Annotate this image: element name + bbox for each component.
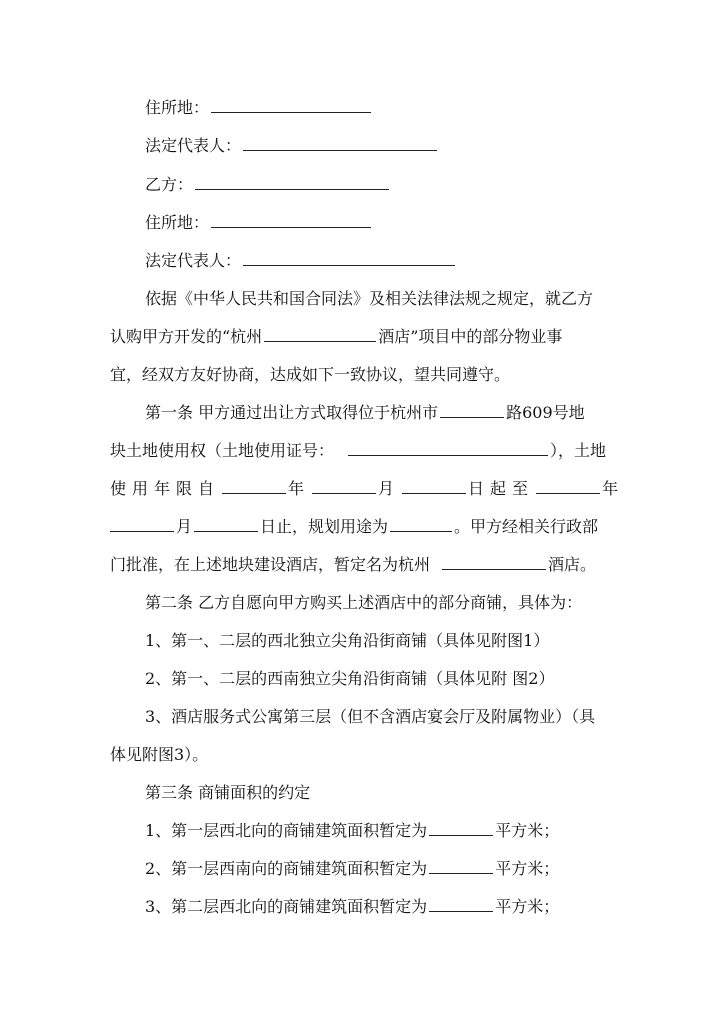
article2-title: 第二条 乙方自愿向甲方购买上述酒店中的部分商铺，具体为： <box>145 593 583 612</box>
article2-item-2: 2、第一、二层的西南独立尖角沿街商铺（具体见附 图2） <box>145 669 555 688</box>
article1-line-3 <box>0 476 720 502</box>
text-segment: 2、第一层西南向的商铺建筑面积暂定为 <box>145 859 428 878</box>
text-segment: 平方米； <box>495 821 560 840</box>
text-segment: 认购甲方开发的“杭州 <box>110 327 263 346</box>
article3-item-3 <box>0 894 720 920</box>
representative-line-1 <box>0 133 720 159</box>
address-blank <box>211 95 371 113</box>
text-segment: 月 <box>176 517 193 536</box>
party-b-blank <box>195 172 389 190</box>
address-line-1 <box>0 95 720 121</box>
text-segment: 酒店”项目中的部分物业事 <box>378 327 563 346</box>
representative-line-2 <box>0 248 720 274</box>
text-segment: 块土地使用权（土地使用证号： <box>110 441 335 460</box>
article1-line-4 <box>0 514 720 540</box>
text-segment: 门批准，在上述地块建设酒店，暂定名为杭州 <box>110 555 431 574</box>
text-segment: 平方米； <box>495 859 560 878</box>
usage-blank <box>390 514 452 532</box>
party-b-label: 乙方： <box>145 175 194 194</box>
certificate-number-blank <box>348 438 548 456</box>
article1-line-5 <box>0 552 720 578</box>
area-blank <box>429 818 493 836</box>
article2-item-3-line-2: 体见附图3）。 <box>110 745 209 764</box>
article2-item-1: 1、第一、二层的西北独立尖角沿街商铺（具体见附图1） <box>145 631 550 650</box>
article2-item-3-line-1: 3、酒店服务式公寓第三层（但不含酒店宴会厅及附属物业）（具 <box>145 707 596 726</box>
month-blank <box>312 476 376 494</box>
article1-line-1 <box>0 400 720 426</box>
article3-item-1 <box>0 818 720 844</box>
text-segment: 第一条 甲方通过出让方式取得位于杭州市 <box>145 403 439 422</box>
year-blank <box>222 476 286 494</box>
preamble-line-2 <box>0 324 720 350</box>
text-segment: 平方米； <box>495 897 560 916</box>
party-b-line <box>0 172 720 198</box>
address-blank <box>211 210 371 228</box>
road-blank <box>440 400 504 418</box>
preamble-line-1: 依据《中华人民共和国合同法》及相关法律法规之规定，就乙方 <box>145 289 594 308</box>
area-blank <box>429 894 493 912</box>
text-segment: ），土地 <box>550 441 607 460</box>
representative-label: 法定代表人： <box>145 251 242 270</box>
address-line-2 <box>0 210 720 236</box>
representative-blank <box>243 248 455 266</box>
article3-item-2 <box>0 856 720 882</box>
year-blank <box>536 476 600 494</box>
text-segment: 年 <box>602 479 619 498</box>
preamble-line-3: 宜，经双方友好协商，达成如下一致协议，望共同遵守。 <box>110 365 511 384</box>
address-label: 住所地： <box>145 98 210 117</box>
text-segment: 。甲方经相关行政部 <box>454 517 599 536</box>
text-segment: 使用年限自 <box>110 479 221 498</box>
text-segment: 月 <box>378 479 401 498</box>
text-segment: 1、第一层西北向的商铺建筑面积暂定为 <box>145 821 428 840</box>
text-segment: 路609号地 <box>506 403 585 422</box>
text-segment: 日止，规划用途为 <box>260 517 389 536</box>
text-segment: 年 <box>288 479 311 498</box>
area-blank <box>429 856 493 874</box>
day-blank <box>194 514 258 532</box>
hotel-name-blank <box>264 324 376 342</box>
representative-label: 法定代表人： <box>145 136 242 155</box>
text-segment: 3、第二层西北向的商铺建筑面积暂定为 <box>145 897 428 916</box>
text-segment: 日起至 <box>468 479 535 498</box>
text-segment: 酒店。 <box>548 555 597 574</box>
day-blank <box>402 476 466 494</box>
article1-line-2 <box>0 438 720 464</box>
hotel-name-blank <box>442 552 546 570</box>
representative-blank <box>243 133 437 151</box>
month-blank <box>110 514 174 532</box>
article3-title: 第三条 商铺面积的约定 <box>145 783 311 802</box>
address-label: 住所地： <box>145 213 210 232</box>
